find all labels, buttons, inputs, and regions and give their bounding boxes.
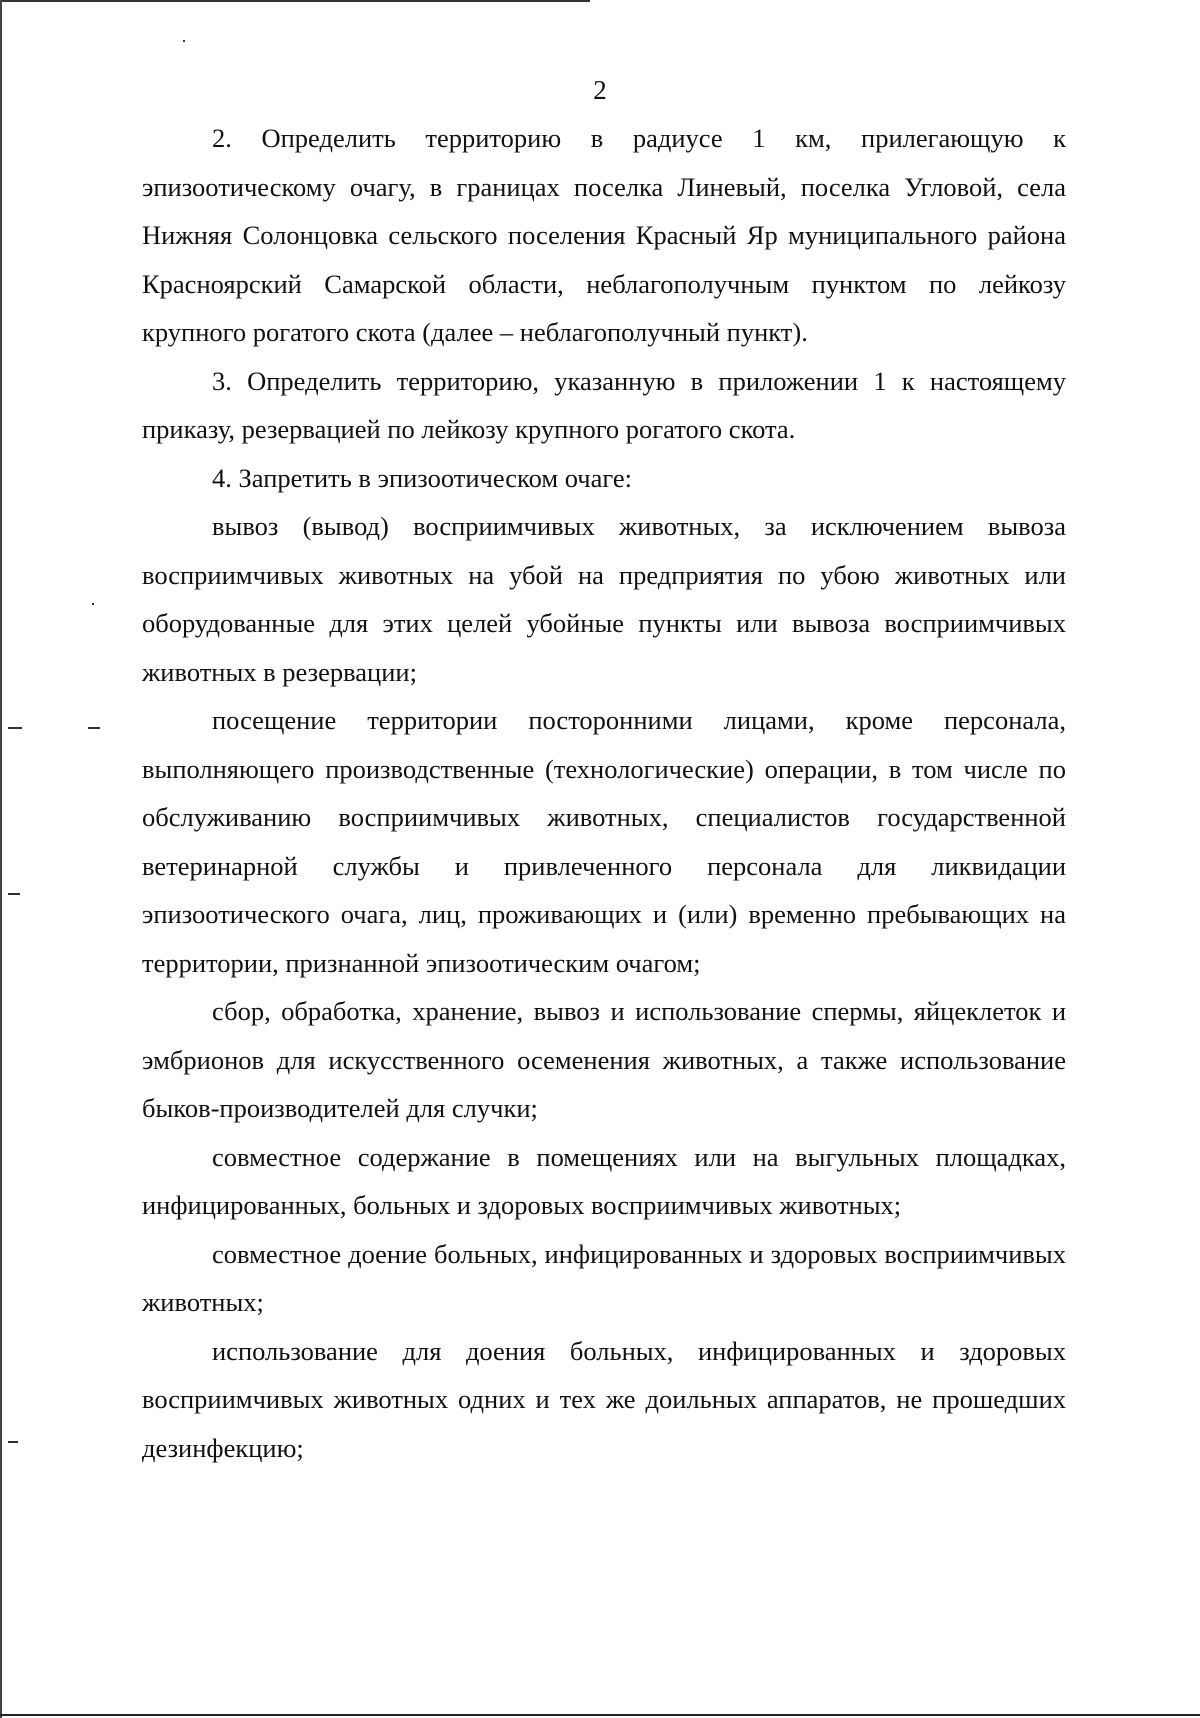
scan-speck bbox=[88, 727, 100, 729]
paragraph-ban-joint-keeping: совместное содержание в помещениях или на выгульных площадках, инфицированных, больных и здоровых восприимчивых животных; bbox=[142, 1141, 1066, 1220]
paragraph-ban-removal: вывоз (вывод) восприимчивых животных, за исключением вывоза восприимчивых животных на убой на предприятия по убою животных или оборудованные для этих целей убойные пункты или вывоза восприимчивых животных в резервации; bbox=[142, 511, 1066, 687]
scan-edge-bottom bbox=[0, 1714, 1200, 1716]
scan-speck bbox=[8, 893, 20, 895]
page-number: 2 bbox=[593, 75, 607, 105]
paragraph-item-4: 4. Запретить в эпизоотическом очаге: bbox=[212, 462, 633, 493]
scan-speck bbox=[8, 1441, 18, 1443]
paragraph-item-3: 3. Определить территорию, указанную в приложении 1 к настоящему приказу, резервацией по лейкозу крупного рогатого скота. bbox=[142, 365, 1066, 444]
scan-speck bbox=[92, 603, 94, 605]
paragraph-item-2: 2. Определить территорию в радиусе 1 км, прилегающую к эпизоотическому очагу, в границах поселка Линевый, поселка Угловой, села Нижняя Солонцовка сельского поселения Красный Яр муниципального района Красноярский Самарской области, неблагополучным пунктом по лейкозу крупного рогатого скота (далее – неблагополучный пункт). bbox=[142, 123, 1066, 347]
scan-speck bbox=[8, 727, 22, 729]
paragraph-ban-sperm: сбор, обработка, хранение, вывоз и использование спермы, яйцеклеток и эмбрионов для искусственного осеменения животных, а также использование быков-производителей для случки; bbox=[142, 996, 1066, 1123]
scan-edge-left bbox=[0, 0, 2, 1718]
paragraph-ban-shared-apparatus: использование для доения больных, инфицированных и здоровых восприимчивых животных одних и тех же доильных аппаратов, не прошедших дезинфекцию; bbox=[142, 1335, 1066, 1463]
document-body bbox=[142, 114, 1066, 1472]
paragraph-ban-visits: посещение территории посторонними лицами, кроме персонала, выполняющего производственные (технологические) операции, в том числе по обслуживанию восприимчивых животных, специалистов государственной ветеринарной службы и привлеченного персонала для ликвидации эпизоотического очага, лиц, проживающих и (или) временно пребывающих на территории, признанной эпизоотическим очагом; bbox=[142, 705, 1066, 978]
scan-edge-top bbox=[0, 0, 590, 2]
scan-speck bbox=[183, 40, 185, 42]
paragraph-ban-joint-milking: совместное доение больных, инфицированных и здоровых восприимчивых животных; bbox=[142, 1238, 1066, 1317]
